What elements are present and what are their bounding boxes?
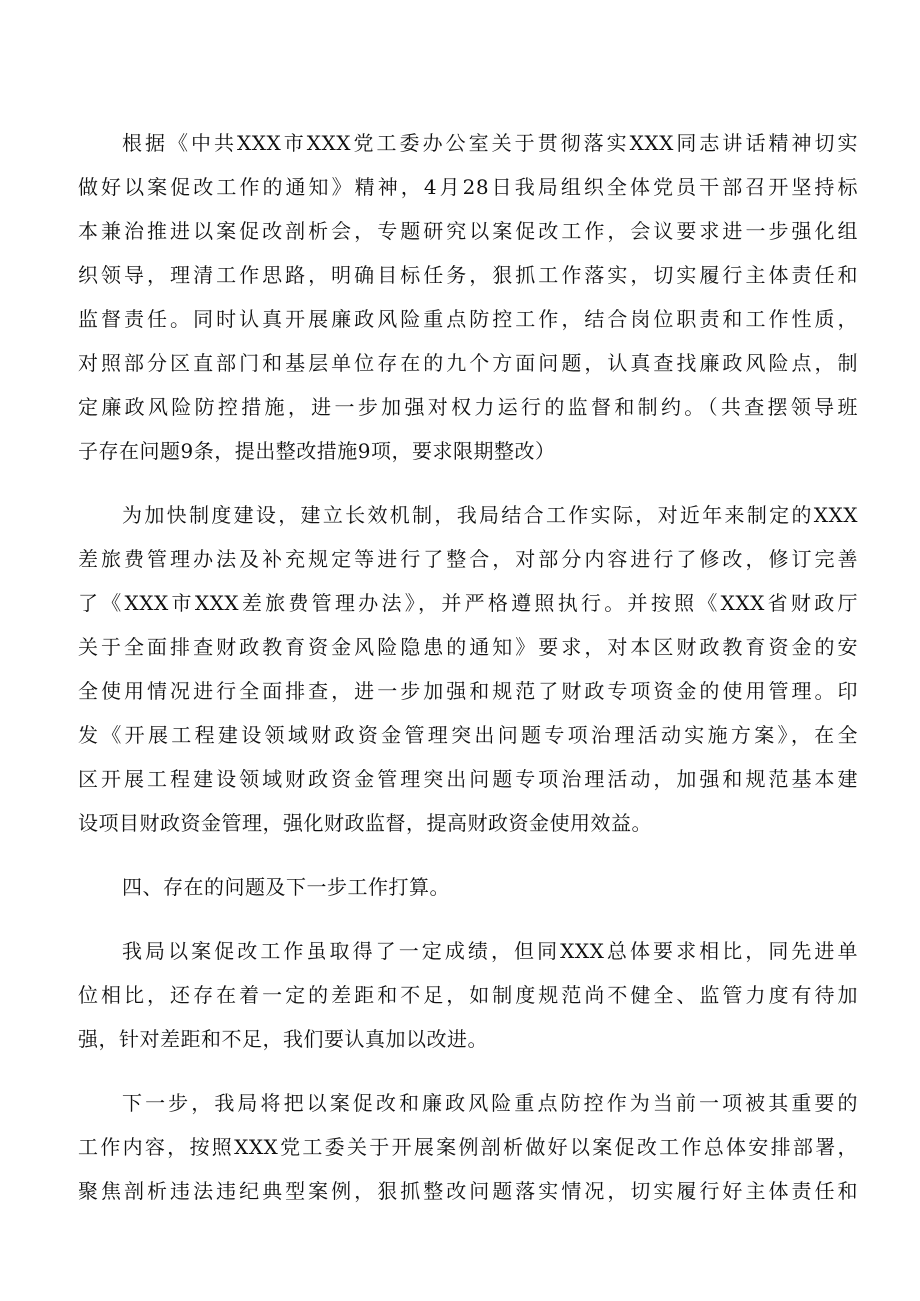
- text-line: 织领导，理清工作思路，明确目标任务，狠抓工作落实，切实履行主体责任和: [78, 263, 858, 287]
- section-heading: [78, 870, 858, 914]
- text-line: 四、存在的问题及下一步工作打算。: [122, 875, 450, 899]
- text-line: 对照部分区直部门和基层单位存在的九个方面问题，认真查找廉政风险点，制: [78, 351, 858, 375]
- text-line: 区开展工程建设领域财政资金管理突出问题专项治理活动，加强和规范基本建: [78, 767, 858, 791]
- paragraph: [78, 1086, 858, 1218]
- text-line: 子存在问题9条，提出整改措施9项，要求限期整改）: [78, 439, 556, 463]
- text-line: 下一步，我局将把以案促改和廉政风险重点防控作为当前一项被其重要的: [122, 1091, 858, 1115]
- text-line: 工作内容，按照XXX党工委关于开展案例剖析做好以案促改工作总体安排部署，: [78, 1135, 858, 1159]
- text-line: 监督责任。同时认真开展廉政风险重点防控工作，结合岗位职责和工作性质，: [78, 307, 858, 331]
- text-line: 本兼治推进以案促改剖析会，专题研究以案促改工作，会议要求进一步强化组: [78, 219, 858, 243]
- document-page: [78, 126, 858, 1218]
- text-line: 设项目财政资金管理，强化财政监督，提高财政资金使用效益。: [78, 811, 652, 835]
- text-line: 发《开展工程建设领域财政资金管理突出问题专项治理活动实施方案》，在全: [78, 723, 858, 747]
- text-line: 定廉政风险防控措施，进一步加强对权力运行的监督和制约。（共查摆领导班: [78, 395, 858, 419]
- text-line: 做好以案促改工作的通知》精神，4月28日我局组织全体党员干部召开坚持标: [78, 175, 858, 199]
- text-line: 强，针对差距和不足，我们要认真加以改进。: [78, 1027, 488, 1051]
- text-line: 全使用情况进行全面排查，进一步加强和规范了财政专项资金的使用管理。印: [78, 679, 858, 703]
- text-line: 我局以案促改工作虽取得了一定成绩，但同XXX总体要求相比，同先进单: [122, 939, 858, 963]
- text-line: 聚焦剖析违法违纪典型案例，狠抓整改问题落实情况，切实履行好主体责任和: [78, 1179, 858, 1203]
- paragraph: [78, 126, 858, 478]
- text-line: 位相比，还存在着一定的差距和不足，如制度规范尚不健全、监管力度有待加: [78, 983, 858, 1007]
- text-line: 了《XXX市XXX差旅费管理办法》，并严格遵照执行。并按照《XXX省财政厅: [78, 591, 858, 615]
- text-line: 差旅费管理办法及补充规定等进行了整合，对部分内容进行了修改，修订完善: [78, 547, 858, 571]
- text-line: 根据《中共XXX市XXX党工委办公室关于贯彻落实XXX同志讲话精神切实: [122, 131, 858, 155]
- text-line: 为加快制度建设，建立长效机制，我局结合工作实际，对近年来制定的XXX: [122, 503, 858, 527]
- text-line: 关于全面排查财政教育资金风险隐患的通知》要求，对本区财政教育资金的安: [78, 635, 858, 659]
- paragraph: [78, 498, 858, 850]
- paragraph: [78, 934, 858, 1066]
